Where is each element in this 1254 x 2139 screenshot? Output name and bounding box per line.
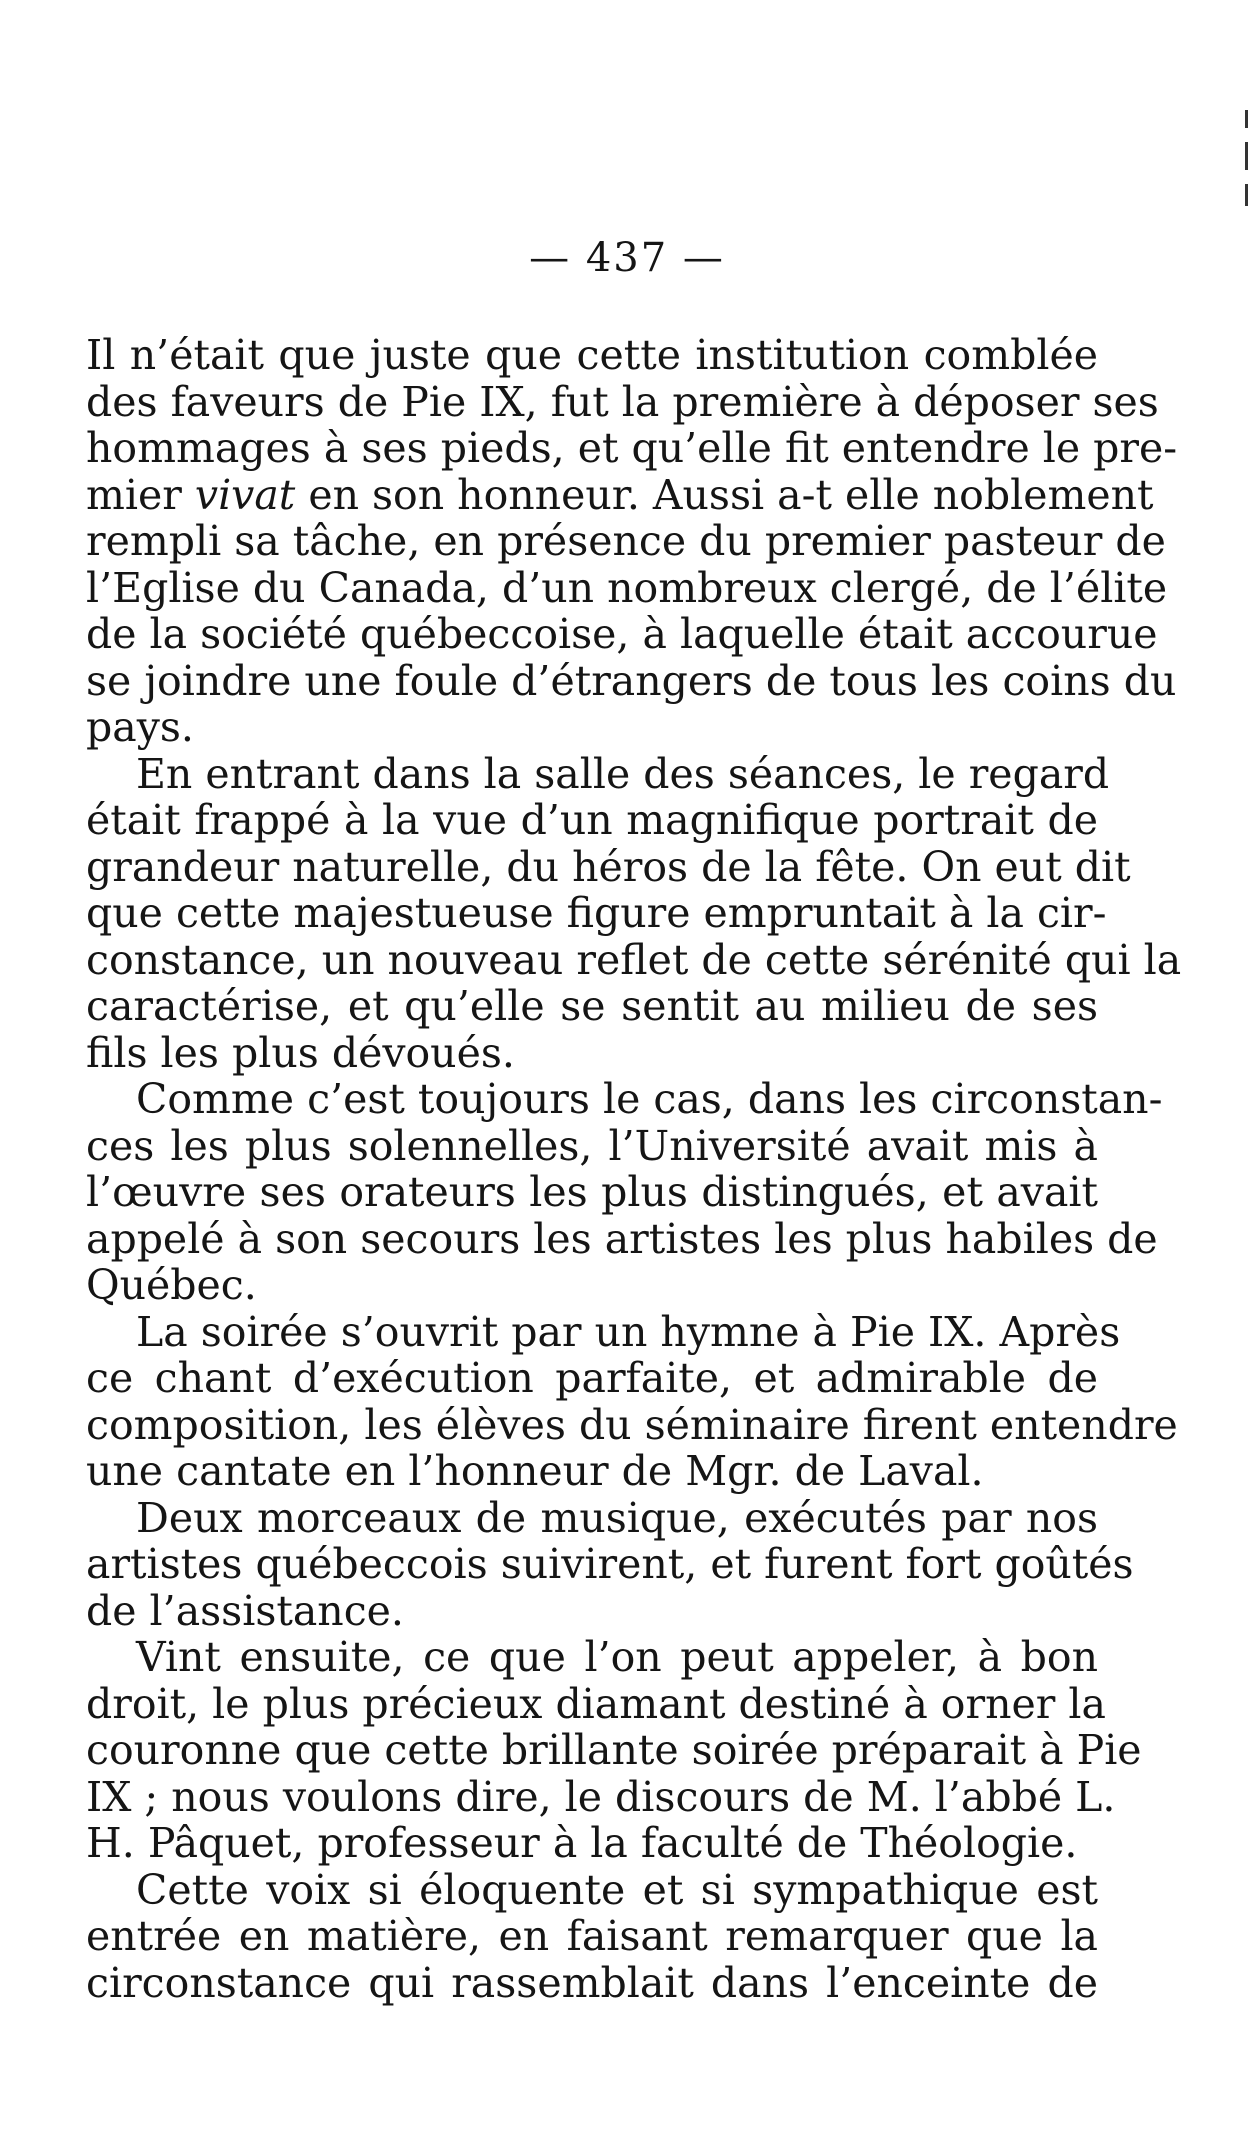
text-line: couronne que cette brillante soirée préparait à Pie (86, 1726, 1142, 1774)
text-line: circonstance qui rassemblait dans l’enceinte de (86, 1958, 1098, 2007)
text-line: Cette voix si éloquente et si sympathique est (136, 1865, 1098, 1914)
text-line (86, 470, 1154, 519)
text-line: une cantate en l’honneur de Mgr. de Laval. (86, 1447, 984, 1495)
text-line: Il n’était que juste que cette institution comblée (86, 331, 1098, 379)
text-line: Vint ensuite, ce que l’on peut appeler, à bon (136, 1633, 1098, 1681)
text-line: se joindre une foule d’étrangers de tous les coins du (86, 656, 1177, 705)
text-line: caractérise, et qu’elle se sentit au milieu de ses (86, 982, 1098, 1030)
text-line: Québec. (86, 1261, 257, 1309)
text-line: Comme c’est toujours le cas, dans les circonstan- (136, 1075, 1163, 1123)
text-line: appelé à son secours les artistes les plus habiles de (86, 1214, 1158, 1263)
text-line: En entrant dans la salle des séances, le regard (136, 749, 1110, 798)
text-line: des faveurs de Pie IX, fut la première à déposer ses (86, 377, 1159, 426)
text-line: l’Eglise du Canada, d’un nombreux clergé, de l’élite (86, 563, 1168, 612)
text-line: que cette majestueuse figure empruntait à la cir- (86, 889, 1107, 937)
page-number: — 437 — (529, 235, 725, 281)
text-line: fils les plus dévoués. (86, 1028, 515, 1077)
italic-word: vivat (194, 470, 296, 519)
text-line: grandeur naturelle, du héros de la fête. On eut dit (86, 842, 1131, 891)
text-line: de la société québeccoise, à laquelle était accourue (86, 610, 1158, 658)
text-line: composition, les élèves du séminaire firent entendre (86, 1400, 1178, 1449)
text-line: hommages à ses pieds, et qu’elle fit entendre le pre- (86, 424, 1178, 472)
text-line: rempli sa tâche, en présence du premier pasteur de (86, 517, 1166, 565)
text-line: pays. (86, 703, 194, 751)
text-line: entrée en matière, en faisant remarquer que la (86, 1912, 1098, 1960)
text-line: H. Pâquet, professeur à la faculté de Théologie. (86, 1819, 1078, 1867)
text-line: de l’assistance. (86, 1586, 404, 1635)
text-fragment: mier (86, 470, 182, 519)
text-line: La soirée s’ouvrit par un hymne à Pie IX. Après (136, 1307, 1121, 1356)
text-line: constance, un nouveau reflet de cette sérénité qui la (86, 935, 1182, 984)
text-line: IX ; nous voulons dire, le discours de M. l’abbé L. (86, 1772, 1116, 1821)
text-line: l’œuvre ses orateurs les plus distingués, et avait (86, 1168, 1098, 1216)
text-line: droit, le plus précieux diamant destiné à orner la (86, 1679, 1106, 1728)
text-line: Deux morceaux de musique, exécutés par nos (136, 1493, 1098, 1542)
text-line: ces les plus solennelles, l’Université avait mis à (86, 1121, 1098, 1170)
text-fragment: en son honneur. Aussi a-t elle noblement (308, 470, 1154, 519)
text-line: ce chant d’exécution parfaite, et admirable de (86, 1354, 1098, 1402)
page-edge-marks (1245, 110, 1248, 220)
body-text (86, 331, 1182, 2007)
text-line: était frappé à la vue d’un magnifique portrait de (86, 796, 1098, 844)
text-line: artistes québeccois suivirent, et furent fort goûtés (86, 1540, 1134, 1588)
